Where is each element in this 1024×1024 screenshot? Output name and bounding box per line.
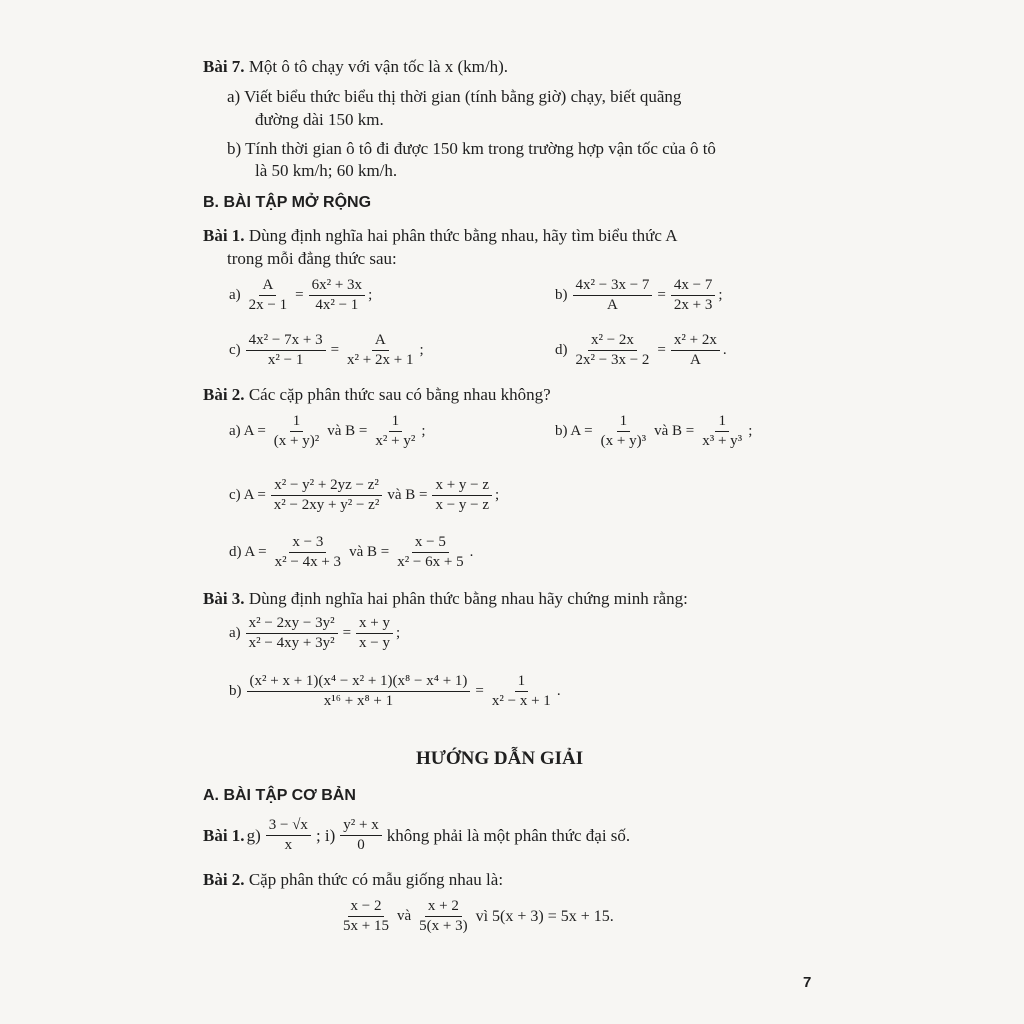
mr-bai2-a [227,413,426,450]
bai7-b-line2: là 50 km/h; 60 km/h. [255,161,398,180]
denominator: A [689,352,701,368]
mr-bai3-b [227,673,561,710]
numerator: (x² + x + 1)(x⁴ − x² + 1)(x⁸ − x⁴ + 1) [247,673,471,692]
denominator: x³ + y³ [702,433,743,449]
numerator: x − 3 [289,534,326,553]
denominator: x² − 2xy + y² − z² [273,497,380,513]
denominator: x¹⁶ + x⁸ + 1 [323,693,394,709]
mr-bai2-d [227,534,473,571]
denominator: (x + y)³ [600,433,647,449]
fraction [573,277,653,314]
mr-bai3-line [203,588,688,610]
label: a) [229,287,241,303]
mr-bai2-c [227,477,499,514]
mr-bai1-d [553,332,727,369]
mr-bai2-heading: Bài 2. [203,385,245,404]
denominator: 0 [357,837,365,853]
numerator: x − 2 [348,898,385,917]
label: a) A = [229,423,266,439]
mr-bai1-line1 [203,225,678,247]
hd-bai2-text: Cặp phân thức có mẫu giống nhau là: [248,870,504,889]
hd-bai1 [203,817,632,854]
denominator: (x + y)² [273,433,320,449]
numerator: 4x² − 3x − 7 [573,277,653,296]
denominator: 4x² − 1 [315,297,359,313]
equals: = [657,287,666,303]
label: c) [229,342,241,358]
fraction [372,413,418,450]
hd-bai1-text: không phải là một phân thức đại số. [386,825,631,845]
denominator: x² − x + 1 [491,693,551,709]
numerator: 1 [617,413,631,432]
end-mark: ; [495,487,500,503]
hd-bai2-expression [337,898,616,935]
label: c) A = [229,487,266,503]
numerator: 1 [290,413,304,432]
mr-bai1-text1: Dùng định nghĩa hai phân thức bằng nhau, hãy tìm biểu thức A [248,226,678,245]
numerator: x² − 2x [588,332,637,351]
numerator: x² − 2xy − 3y² [246,615,338,634]
fraction [489,673,554,710]
fraction [671,277,715,314]
end-mark: . [556,683,561,699]
mr-bai3-text: Dùng định nghĩa hai phân thức bằng nhau hãy chứng minh rằng: [248,589,688,608]
mr-bai1-b [553,277,723,314]
end-mark: . [722,342,727,358]
mr-bai2-text: Các cặp phân thức sau có bằng nhau không? [248,385,551,404]
bai7-text: Một ô tô chạy với vận tốc là x (km/h). [248,57,509,76]
end-mark: ; [368,287,373,303]
label: b) [229,683,242,699]
equals: = [330,342,340,358]
connector: và B = [327,423,368,439]
fraction [416,898,470,935]
bai7-line [203,56,508,78]
hd-bai1-heading: Bài 1. [203,825,245,845]
mr-bai2-line [203,384,551,406]
end-mark: ; [421,423,426,439]
fraction [246,277,290,314]
bai7-heading: Bài 7. [203,57,245,76]
denominator: A [607,297,618,313]
label: d) A = [229,544,267,560]
fraction [394,534,466,571]
fraction [246,615,338,652]
hd-bai2-heading: Bài 2. [203,870,245,889]
numerator: 6x² + 3x [309,277,365,296]
numerator: x + 2 [425,898,462,917]
connector: và B = [349,544,390,560]
fraction [344,332,416,369]
label: d) [555,342,568,358]
separator: ; i) [315,825,336,845]
denominator: 5(x + 3) [419,918,468,934]
fraction [271,477,383,514]
denominator: x [284,837,293,853]
mr-bai3-heading: Bài 3. [203,589,245,608]
fraction [272,534,344,571]
fraction [356,615,393,652]
numerator: x² + 2x [671,332,720,351]
connector: và B = [654,423,695,439]
denominator: x² − 1 [267,352,304,368]
end-mark: ; [396,625,401,641]
fraction [340,817,381,854]
fraction [671,332,720,369]
end-mark: ; [419,342,424,358]
numerator: 4x − 7 [671,277,715,296]
hd-bai2-line [203,869,503,891]
label: a) [229,625,241,641]
denominator: 5x + 15 [343,918,389,934]
huong-dan-title: HƯỚNG DẪN GIẢI [416,748,584,769]
numerator: x² − y² + 2yz − z² [271,477,382,496]
denominator: 2x² − 3x − 2 [575,352,650,368]
end-mark: ; [748,423,753,439]
fraction [246,332,326,369]
equals: = [342,625,352,641]
numerator: x − 5 [412,534,449,553]
numerator: 1 [515,673,529,692]
mr-bai1-c [227,332,424,369]
numerator: A [259,277,276,296]
fraction [432,477,492,514]
end-mark: . [469,544,474,560]
numerator: x + y − z [432,477,492,496]
fraction [340,898,392,935]
fraction [271,413,322,450]
denominator: x − y − z [435,497,490,513]
denominator: x² + y² [375,433,416,449]
mr-bai1-line2: trong mỗi đẳng thức sau: [227,249,397,268]
numerator: A [372,332,389,351]
label: b) A = [555,423,593,439]
label: b) [555,287,568,303]
mr-bai1-a [227,277,372,314]
fraction [699,413,745,450]
connector: và [396,908,412,924]
end-mark: ; [718,287,723,303]
equals: = [657,342,666,358]
denominator: x − y [359,635,391,651]
denominator: x² − 4xy + 3y² [248,635,335,651]
denominator: 2x − 1 [248,297,288,313]
hd-bai2-tail: vì 5(x + 3) = 5x + 15. [475,907,614,925]
numerator: 1 [715,413,729,432]
bai7-a-line2: đường dài 150 km. [255,110,384,129]
numerator: 4x² − 7x + 3 [246,332,326,351]
mr-bai3-a [227,615,400,652]
denominator: 2x + 3 [673,297,713,313]
numerator: 3 − √x [266,817,311,836]
numerator: x + y [356,615,393,634]
fraction [573,332,653,369]
denominator: x² − 4x + 3 [274,554,342,570]
mr-bai2-b [553,413,752,450]
bai7-b-line1: b) Tính thời gian ô tô đi được 150 km trong trường hợp vận tốc của ô tô [227,139,716,158]
equals: = [295,287,304,303]
fraction [309,277,365,314]
fraction [266,817,311,854]
fraction [598,413,649,450]
fraction [247,673,471,710]
section-a-heading: A. BÀI TẬP CƠ BẢN [203,787,356,804]
bai7-a-line1: a) Viết biểu thức biểu thị thời gian (tính bằng giờ) chạy, biết quãng [227,87,682,106]
page-number: 7 [803,974,812,991]
equals: = [475,683,484,699]
denominator: x² + 2x + 1 [347,352,414,368]
label: g) [246,825,261,845]
numerator: y² + x [340,817,381,836]
section-b-heading: B. BÀI TẬP MỞ RỘNG [203,194,372,211]
mr-bai1-heading: Bài 1. [203,226,245,245]
numerator: 1 [389,413,403,432]
denominator: x² − 6x + 5 [397,554,464,570]
connector: và B = [387,487,428,503]
